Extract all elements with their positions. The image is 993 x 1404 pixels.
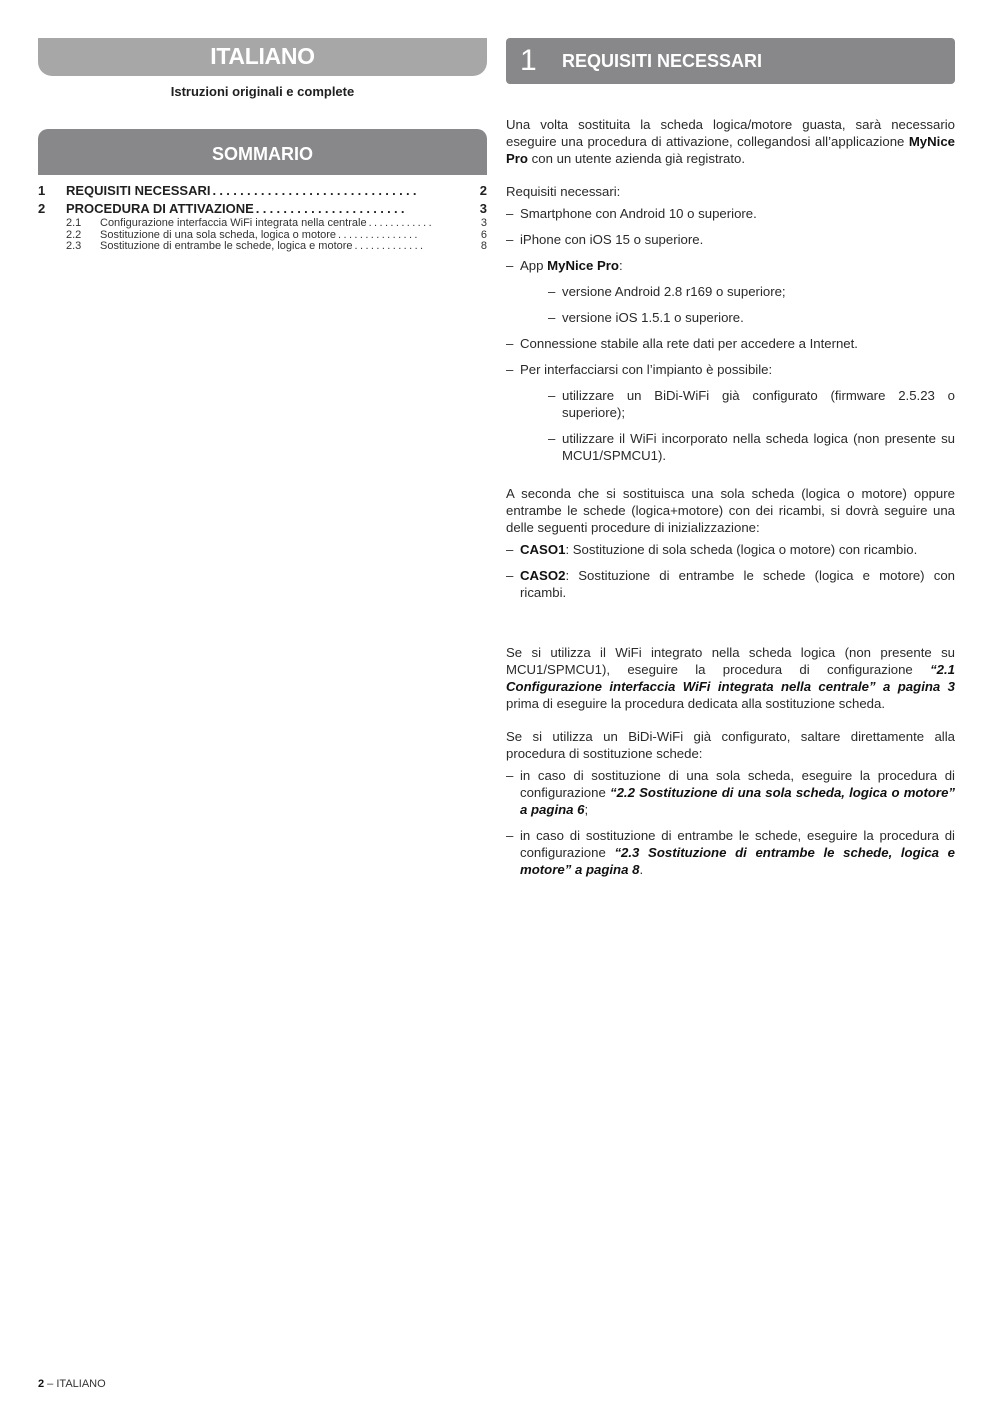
document-subtitle: Istruzioni originali e complete [170,84,355,99]
intro-paragraph: Una volta sostituita la scheda logica/motore guasta, sarà necessario eseguire una procedura di attivazione, collegandosi all’applicazione MyNice Pro con un utente azienda già registrato. [506,117,955,166]
section-body [506,116,955,878]
toc-entry-2[interactable]: 2 PROCEDURA DI ATTIVAZIONE ...................... 3 [38,201,487,216]
list-item-caso2: – CASO2: Sostituzione di entrambe le schede (logica e motore) con ricambi. [506,567,955,601]
link-ref-2-3[interactable]: “2.3 Sostituzione di entrambe le schede, logica e motore” a pagina 8 [520,845,955,877]
link-ref-2-1[interactable]: “2.1 Configurazione interfaccia WiFi integrata nella centrale” a pagina 3 [506,662,955,694]
toc-title: SOMMARIO [38,129,487,175]
toc-subentry-2-1[interactable]: 2.1 Configurazione interfaccia WiFi integrata nella centrale ............ 3 [66,217,487,229]
page-footer [38,1378,106,1390]
list-subitem-bidi: – utilizzare un BiDi-WiFi già configurato (firmware 2.5.23 o superiore); [506,387,955,421]
requisiti-label: Requisiti necessari: [506,184,621,199]
footer-language: – ITALIANO [44,1378,106,1390]
list-item-android: – Smartphone con Android 10 o superiore. [506,205,955,222]
list-subitem-wifi: – utilizzare il WiFi incorporato nella scheda logica (non presente su MCU1/SPMCU1). [506,430,955,464]
list-item-bidi-one: – in caso di sostituzione di una sola scheda, eseguire la procedura di configurazione “2.2 Sostituzione di una sola scheda, logica o motore” a pagina 6; [506,767,955,818]
seconda-paragraph: A seconda che si sostituisca una sola scheda (logica o motore) oppure entrambe le schede (logica+motore) con dei ricambi, si dovrà seguire una delle seguenti procedure di inizializzazione: [506,486,955,535]
list-subitem-ios-version: – versione iOS 1.5.1 o superiore. [506,309,955,326]
footer-page-number: 2 [38,1378,45,1390]
link-ref-2-2[interactable]: “2.2 Sostituzione di una sola scheda, logica o motore” a pagina 6 [520,785,955,817]
bidi-paragraph: Se si utilizza un BiDi-WiFi già configurato, saltare direttamente alla procedura di sostituzione schede: [506,729,955,761]
toc-entry-1[interactable]: 1 REQUISITI NECESSARI .............................. 2 [38,183,487,198]
section-title: REQUISITI NECESSARI [562,50,763,71]
list-item-app: – App MyNice Pro: [506,257,955,274]
section-header [506,38,955,84]
toc-subentry-2-2[interactable]: 2.2 Sostituzione di una sola scheda, logica o motore ............... 6 [66,228,487,241]
right-column [506,38,955,887]
language-banner: ITALIANO [38,38,487,76]
toc-subentry-2-3[interactable]: 2.3 Sostituzione di entrambe le schede, logica e motore ............. 8 [66,240,487,252]
left-column [38,38,487,253]
list-item-connessione: – Connessione stabile alla rete dati per accedere a Internet. [506,335,955,352]
list-item-caso1: – CASO1: Sostituzione di sola scheda (logica o motore) con ricambio. [506,541,955,558]
list-item-iphone: – iPhone con iOS 15 o superiore. [506,231,955,248]
list-subitem-android-version: – versione Android 2.8 r169 o superiore; [506,283,955,300]
wifi-paragraph: Se si utilizza il WiFi integrato nella scheda logica (non presente su MCU1/SPMCU1), eseguire la procedura di configurazione “2.1 Configurazione interfaccia WiFi integrata nella centrale” a pagina 3 prima di eseguire la procedura dedicata alla sostituzione scheda. [506,645,955,711]
list-item-interfaccia: – Per interfacciarsi con l’impianto è possibile: [506,361,955,378]
table-of-contents [38,182,487,253]
section-number: 1 [520,44,537,77]
list-item-bidi-both: – in caso di sostituzione di entrambe le schede, eseguire la procedura di configurazione “2.3 Sostituzione di entrambe le schede, logica e motore” a pagina 8. [506,827,955,878]
